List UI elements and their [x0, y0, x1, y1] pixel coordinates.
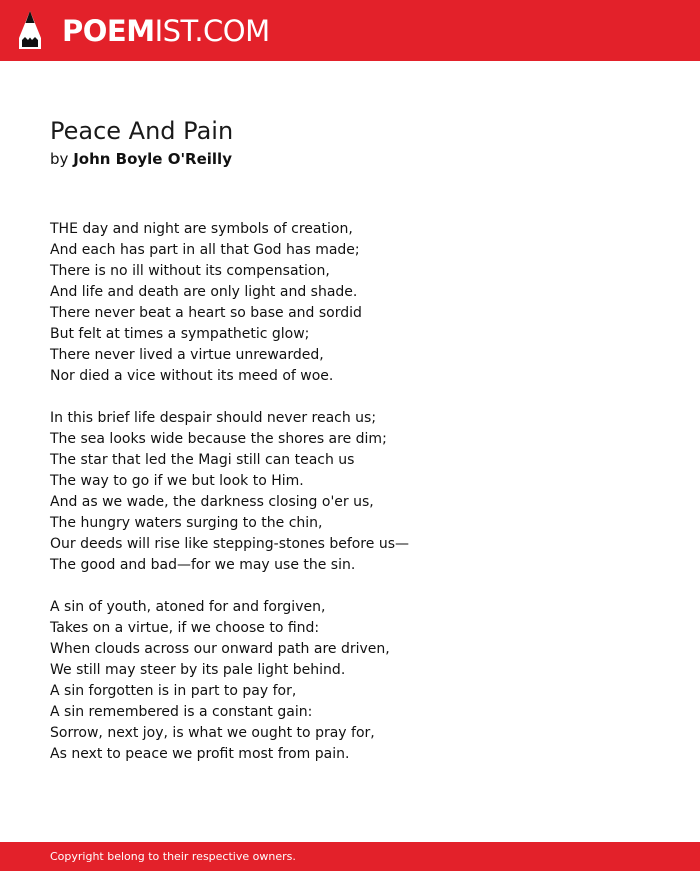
copyright-notice: Copyright belong to their respective owners.	[50, 850, 296, 863]
poem-line: But felt at times a sympathetic glow;	[50, 326, 310, 342]
logo-light-text: IST.COM	[154, 14, 270, 48]
poem-line: The good and bad—for we may use the sin.	[50, 557, 356, 573]
pencil-logo-icon[interactable]	[18, 10, 42, 50]
poem-line: As next to peace we profit most from pain.	[50, 746, 350, 762]
poem-line: Nor died a vice without its meed of woe.	[50, 368, 334, 384]
site-footer	[0, 842, 700, 871]
poem-body	[50, 219, 670, 786]
poem-line: When clouds across our onward path are driven,	[50, 641, 390, 657]
poem-line: THE day and night are symbols of creation,	[50, 221, 353, 237]
poem-line: Our deeds will rise like stepping-stones before us—	[50, 536, 409, 552]
by-label: by	[50, 150, 69, 168]
poem-line: The way to go if we but look to Him.	[50, 473, 304, 489]
poem-line: A sin of youth, atoned for and forgiven,	[50, 599, 326, 615]
byline	[50, 148, 232, 170]
poem-line: We still may steer by its pale light behind.	[50, 662, 346, 678]
stanza	[50, 597, 670, 765]
author-name: John Boyle O'Reilly	[73, 150, 232, 168]
poem-line: And life and death are only light and shade.	[50, 284, 358, 300]
poem-line: In this brief life despair should never reach us;	[50, 410, 377, 426]
stanza	[50, 219, 670, 387]
site-header	[0, 0, 700, 61]
poem-title: Peace And Pain	[50, 117, 234, 145]
poem-line: The sea looks wide because the shores are dim;	[50, 431, 387, 447]
poem-line: Sorrow, next joy, is what we ought to pray for,	[50, 725, 375, 741]
poem-line: The star that led the Magi still can teach us	[50, 452, 355, 468]
poem-line: A sin forgotten is in part to pay for,	[50, 683, 297, 699]
poem-line: A sin remembered is a constant gain:	[50, 704, 313, 720]
logo-bold-text: POEM	[62, 14, 155, 48]
poem-line: And as we wade, the darkness closing o'er us,	[50, 494, 374, 510]
poem-line: There never lived a virtue unrewarded,	[50, 347, 324, 363]
poem-line: Takes on a virtue, if we choose to find:	[50, 620, 320, 636]
stanza	[50, 408, 670, 576]
poem-line: The hungry waters surging to the chin,	[50, 515, 323, 531]
site-logo[interactable]	[62, 11, 270, 51]
poem-line: And each has part in all that God has made;	[50, 242, 360, 258]
poem-line: There is no ill without its compensation,	[50, 263, 330, 279]
poem-line: There never beat a heart so base and sordid	[50, 305, 362, 321]
